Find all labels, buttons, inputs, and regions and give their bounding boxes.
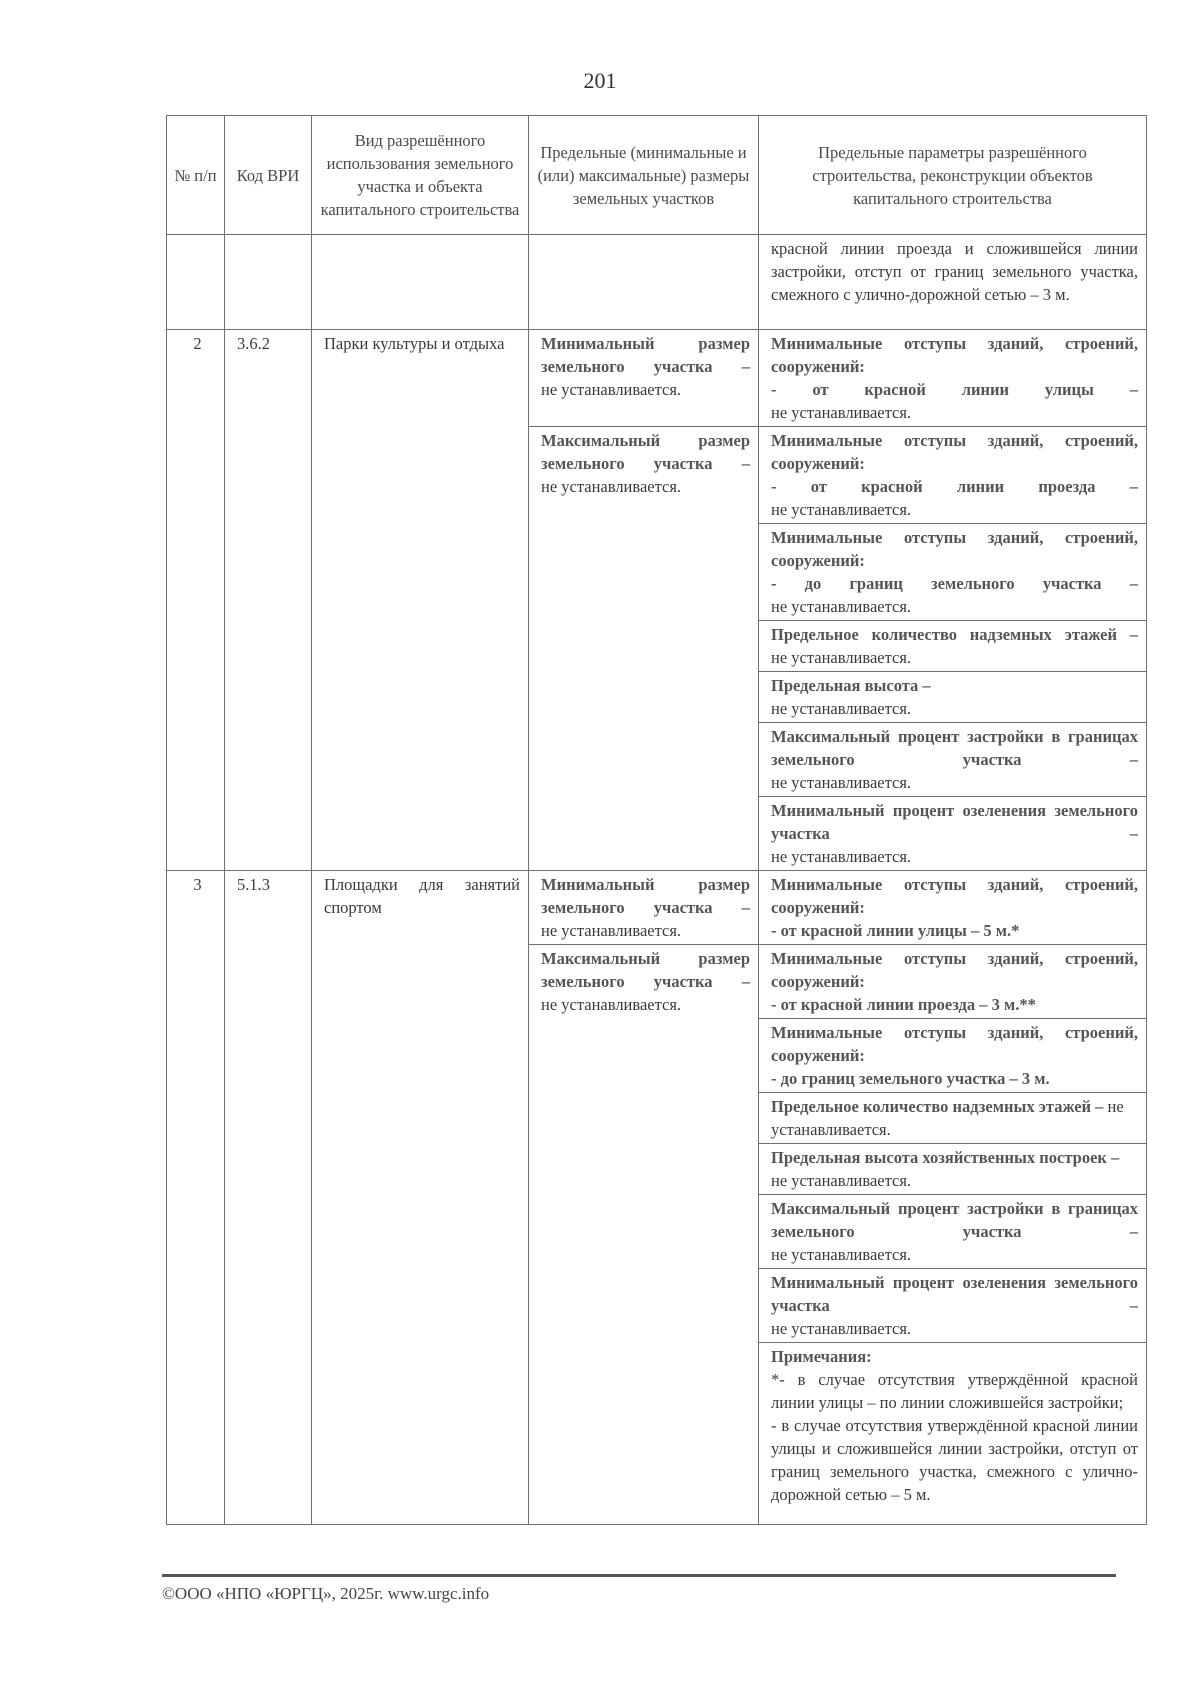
- param-title: Максимальный процент застройки в границах земельного участка –: [771, 1199, 1138, 1241]
- row-number: 2: [167, 330, 225, 871]
- header-code: Код ВРИ: [225, 116, 312, 235]
- footer-divider: [162, 1574, 1116, 1577]
- param-value: не устанавливается.: [771, 699, 912, 718]
- param-cell: [759, 1269, 1147, 1343]
- param-value: не устанавливается.: [771, 1319, 912, 1338]
- param-value: не устанавливается.: [771, 1097, 1124, 1139]
- row-code: 5.1.3: [225, 871, 312, 1525]
- size-max-title: Максимальный размер земельного участка –: [541, 431, 750, 473]
- param-line: - от красной линии проезда – 3 м.**: [771, 995, 1036, 1014]
- row-number: 3: [167, 871, 225, 1525]
- param-title: Минимальные отступы зданий, строений, сооружений:: [771, 334, 1138, 376]
- continuation-text: красной линии проезда и сложившейся линии застройки, отступ от границ земельного участка, смежного с улично-дорожной сетью – 3 м.: [759, 235, 1147, 330]
- param-value: не устанавливается.: [771, 1171, 912, 1190]
- param-cell: [759, 524, 1147, 621]
- table-row: [167, 330, 1147, 427]
- table-row: [167, 871, 1147, 945]
- size-min-value: не устанавливается.: [541, 921, 682, 940]
- param-cell: [759, 1195, 1147, 1269]
- param-cell: [759, 672, 1147, 723]
- param-title: Минимальные отступы зданий, строений, сооружений:: [771, 949, 1138, 991]
- param-cell: [759, 871, 1147, 945]
- header-use: Вид разрешённого использования земельного участка и объекта капитального строительства: [312, 116, 529, 235]
- size-min-cell: [529, 871, 759, 945]
- row-use: Площадки для занятий спортом: [312, 871, 529, 1525]
- param-cell: [759, 797, 1147, 871]
- param-title: Предельное количество надземных этажей –: [771, 625, 1138, 644]
- header-params: Предельные параметры разрешённого строительства, реконструкции объектов капитального строительства: [759, 116, 1147, 235]
- param-title: Предельное количество надземных этажей –: [771, 1097, 1104, 1116]
- page-number: 201: [583, 68, 617, 93]
- param-title: Предельная высота хозяйственных построек –: [771, 1148, 1120, 1167]
- notes-title: Примечания:: [771, 1347, 872, 1366]
- param-line: - от красной линии проезда –: [771, 477, 1138, 496]
- param-line: - от красной линии улицы – 5 м.*: [771, 921, 1020, 940]
- param-cell: [759, 945, 1147, 1019]
- note-1: *- в случае отсутствия утверждённой красной линии улицы – по линии сложившейся застройки;: [771, 1370, 1138, 1412]
- param-title: Минимальные отступы зданий, строений, сооружений:: [771, 431, 1138, 473]
- param-line: - до границ земельного участка – 3 м.: [771, 1069, 1050, 1088]
- param-line: - до границ земельного участка –: [771, 574, 1138, 593]
- size-min-value: не устанавливается.: [541, 380, 682, 399]
- param-value: не устанавливается.: [771, 648, 912, 667]
- param-title: Минимальный процент озеленения земельного участка –: [771, 1273, 1138, 1315]
- size-max-cell: [529, 427, 759, 871]
- row-use: Парки культуры и отдыха: [312, 330, 529, 871]
- param-title: Минимальные отступы зданий, строений, сооружений:: [771, 875, 1138, 917]
- param-cell: [759, 1144, 1147, 1195]
- param-title: Минимальные отступы зданий, строений, сооружений:: [771, 528, 1138, 570]
- size-max-cell: [529, 945, 759, 1525]
- continuation-row: [167, 235, 1147, 330]
- footer-copyright: ©ООО «НПО «ЮРГЦ», 2025г. www.urgc.info: [162, 1584, 490, 1603]
- regulations-table: [166, 115, 1147, 1525]
- param-cell: [759, 621, 1147, 672]
- size-max-value: не устанавливается.: [541, 995, 682, 1014]
- size-max-title: Максимальный размер земельного участка –: [541, 949, 750, 991]
- param-title: Предельная высота –: [771, 676, 931, 695]
- param-value: не устанавливается.: [771, 500, 912, 519]
- param-title: Максимальный процент застройки в границах земельного участка –: [771, 727, 1138, 769]
- size-max-value: не устанавливается.: [541, 477, 682, 496]
- param-value: не устанавливается.: [771, 773, 912, 792]
- param-value: не устанавливается.: [771, 403, 912, 422]
- param-value: не устанавливается.: [771, 847, 912, 866]
- param-cell: [759, 427, 1147, 524]
- param-cell: [759, 1019, 1147, 1093]
- note-2: - в случае отсутствия утверждённой красной линии улицы и сложившейся линии застройки, отступ от границ земельного участка, смежного с улично-дорожной сетью – 5 м.: [771, 1416, 1138, 1504]
- param-line: - от красной линии улицы –: [771, 380, 1138, 399]
- header-num: № п/п: [167, 116, 225, 235]
- param-title: Минимальные отступы зданий, строений, сооружений:: [771, 1023, 1138, 1065]
- param-title: Минимальный процент озеленения земельного участка –: [771, 801, 1138, 843]
- header-sizes: Предельные (минимальные и (или) максимальные) размеры земельных участков: [529, 116, 759, 235]
- size-min-title: Минимальный размер земельного участка –: [541, 875, 750, 917]
- size-min-cell: [529, 330, 759, 427]
- table-header-row: [167, 116, 1147, 235]
- size-min-title: Минимальный размер земельного участка –: [541, 334, 750, 376]
- param-value: не устанавливается.: [771, 597, 912, 616]
- row-code: 3.6.2: [225, 330, 312, 871]
- notes-cell: [759, 1343, 1147, 1525]
- param-cell: [759, 1093, 1147, 1144]
- param-value: не устанавливается.: [771, 1245, 912, 1264]
- param-cell: [759, 330, 1147, 427]
- param-cell: [759, 723, 1147, 797]
